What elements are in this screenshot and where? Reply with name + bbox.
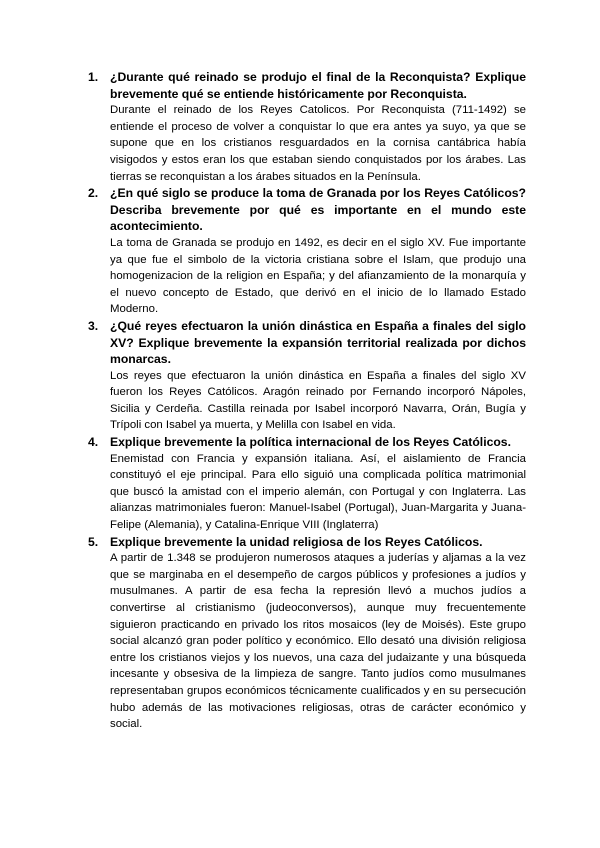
question-list: [88, 69, 526, 733]
question-number: 1.: [88, 70, 99, 84]
question-text: Explique brevemente la política internacional de los Reyes Católicos.: [110, 435, 511, 450]
answer-text: Durante el reinado de los Reyes Catolicos. Por Reconquista (711-1492) se entiende el proceso de volver a conquistar lo que era antes ya suyo, ya que se supone que en los cristianos resguardados en la cornisa cantábrica había visigodos y estos eran los que estaban siendo conquistados por los árabes. Las tierras se reconquistan a los árabes situados en la Península.: [110, 104, 526, 183]
question-text: ¿En qué siglo se produce la toma de Granada por los Reyes Católicos? Describa brevemente por qué es importante en el mundo este acontecimiento.: [110, 186, 526, 234]
question-text: ¿Qué reyes efectuaron la unión dinástica en España a finales del siglo XV? Explique brevemente la expansión territorial realizada por dichos monarcas.: [110, 318, 526, 367]
question-item-3: [88, 318, 526, 434]
answer-text: Enemistad con Francia y expansión italiana. Así, el aislamiento de Francia constituyó el eje principal. Para ello siguió una complicada política matrimonial que buscó la amistad con el imperio alemán, con Portugal y con Inglaterra. Las alianzas matrimoniales fueron: Manuel-Isabel (Portugal), Juan-Margarita y Juana-Felipe (Alemania), y Catalina-Enrique VIII (Inglaterra): [110, 452, 526, 532]
answer-text: A partir de 1.348 se produjeron numerosos ataques a juderías y aljamas a la vez que se marginaba en el desempeño de cargos públicos y profesiones a judíos y musulmanes. A partir de esa fecha la represión llevó a muchos judíos a convertirse al cristianismo (judeoconversos), aunque muy frecuentemente siguieron practicando en privado los ritos mosaicos (ley de Moisés). Este grupo social alcanzó gran poder político y económico. Ello desató una división religiosa entre los cristianos viejos y los nuevos, una caza del judaizante y una búsqueda incesante y obsesiva de la limpieza de sangre. Tanto judíos como musulmanes representaban grupos económicos técnicamente cualificados y en su persecución hubo además de las motivaciones religiosas, otras de carácter económico y social.: [110, 552, 526, 731]
question-number: 5.: [88, 534, 99, 549]
question-item-2: [88, 185, 526, 318]
question-number: 2.: [88, 186, 99, 201]
question-text: Explique brevemente la unidad religiosa de los Reyes Católicos.: [110, 534, 483, 549]
question-item-1: [88, 69, 526, 185]
answer-text: La toma de Granada se produjo en 1492, es decir en el siglo XV. Fue importante ya que fue el simbolo de la victoria cristiana sobre el Islam, que produjo una homogenizacion de la religion en España; y del afianzamiento de la monarquía y el nuevo concepto de Estado, que derivó en el inicio de lo llamado Estado Moderno.: [110, 236, 526, 316]
question-text: ¿Durante qué reinado se produjo el final de la Reconquista? Explique brevemente qué se entiende históricamente por Reconquista.: [110, 70, 526, 101]
question-item-4: [88, 434, 526, 534]
question-number: 3.: [88, 318, 99, 333]
question-number: 4.: [88, 435, 99, 450]
question-item-5: [88, 534, 526, 733]
answer-text: Los reyes que efectuaron la unión dinástica en España a finales del siglo XV fueron los Reyes Católicos. Aragón reinado por Fernando incorporó Nápoles, Sicilia y Cerdeña. Castilla reinada por Isabel incorporó Navarra, Orán, Bugía y Trípoli con Isabel ya muerta, y Melilla con Isabel en vida.: [110, 369, 526, 432]
